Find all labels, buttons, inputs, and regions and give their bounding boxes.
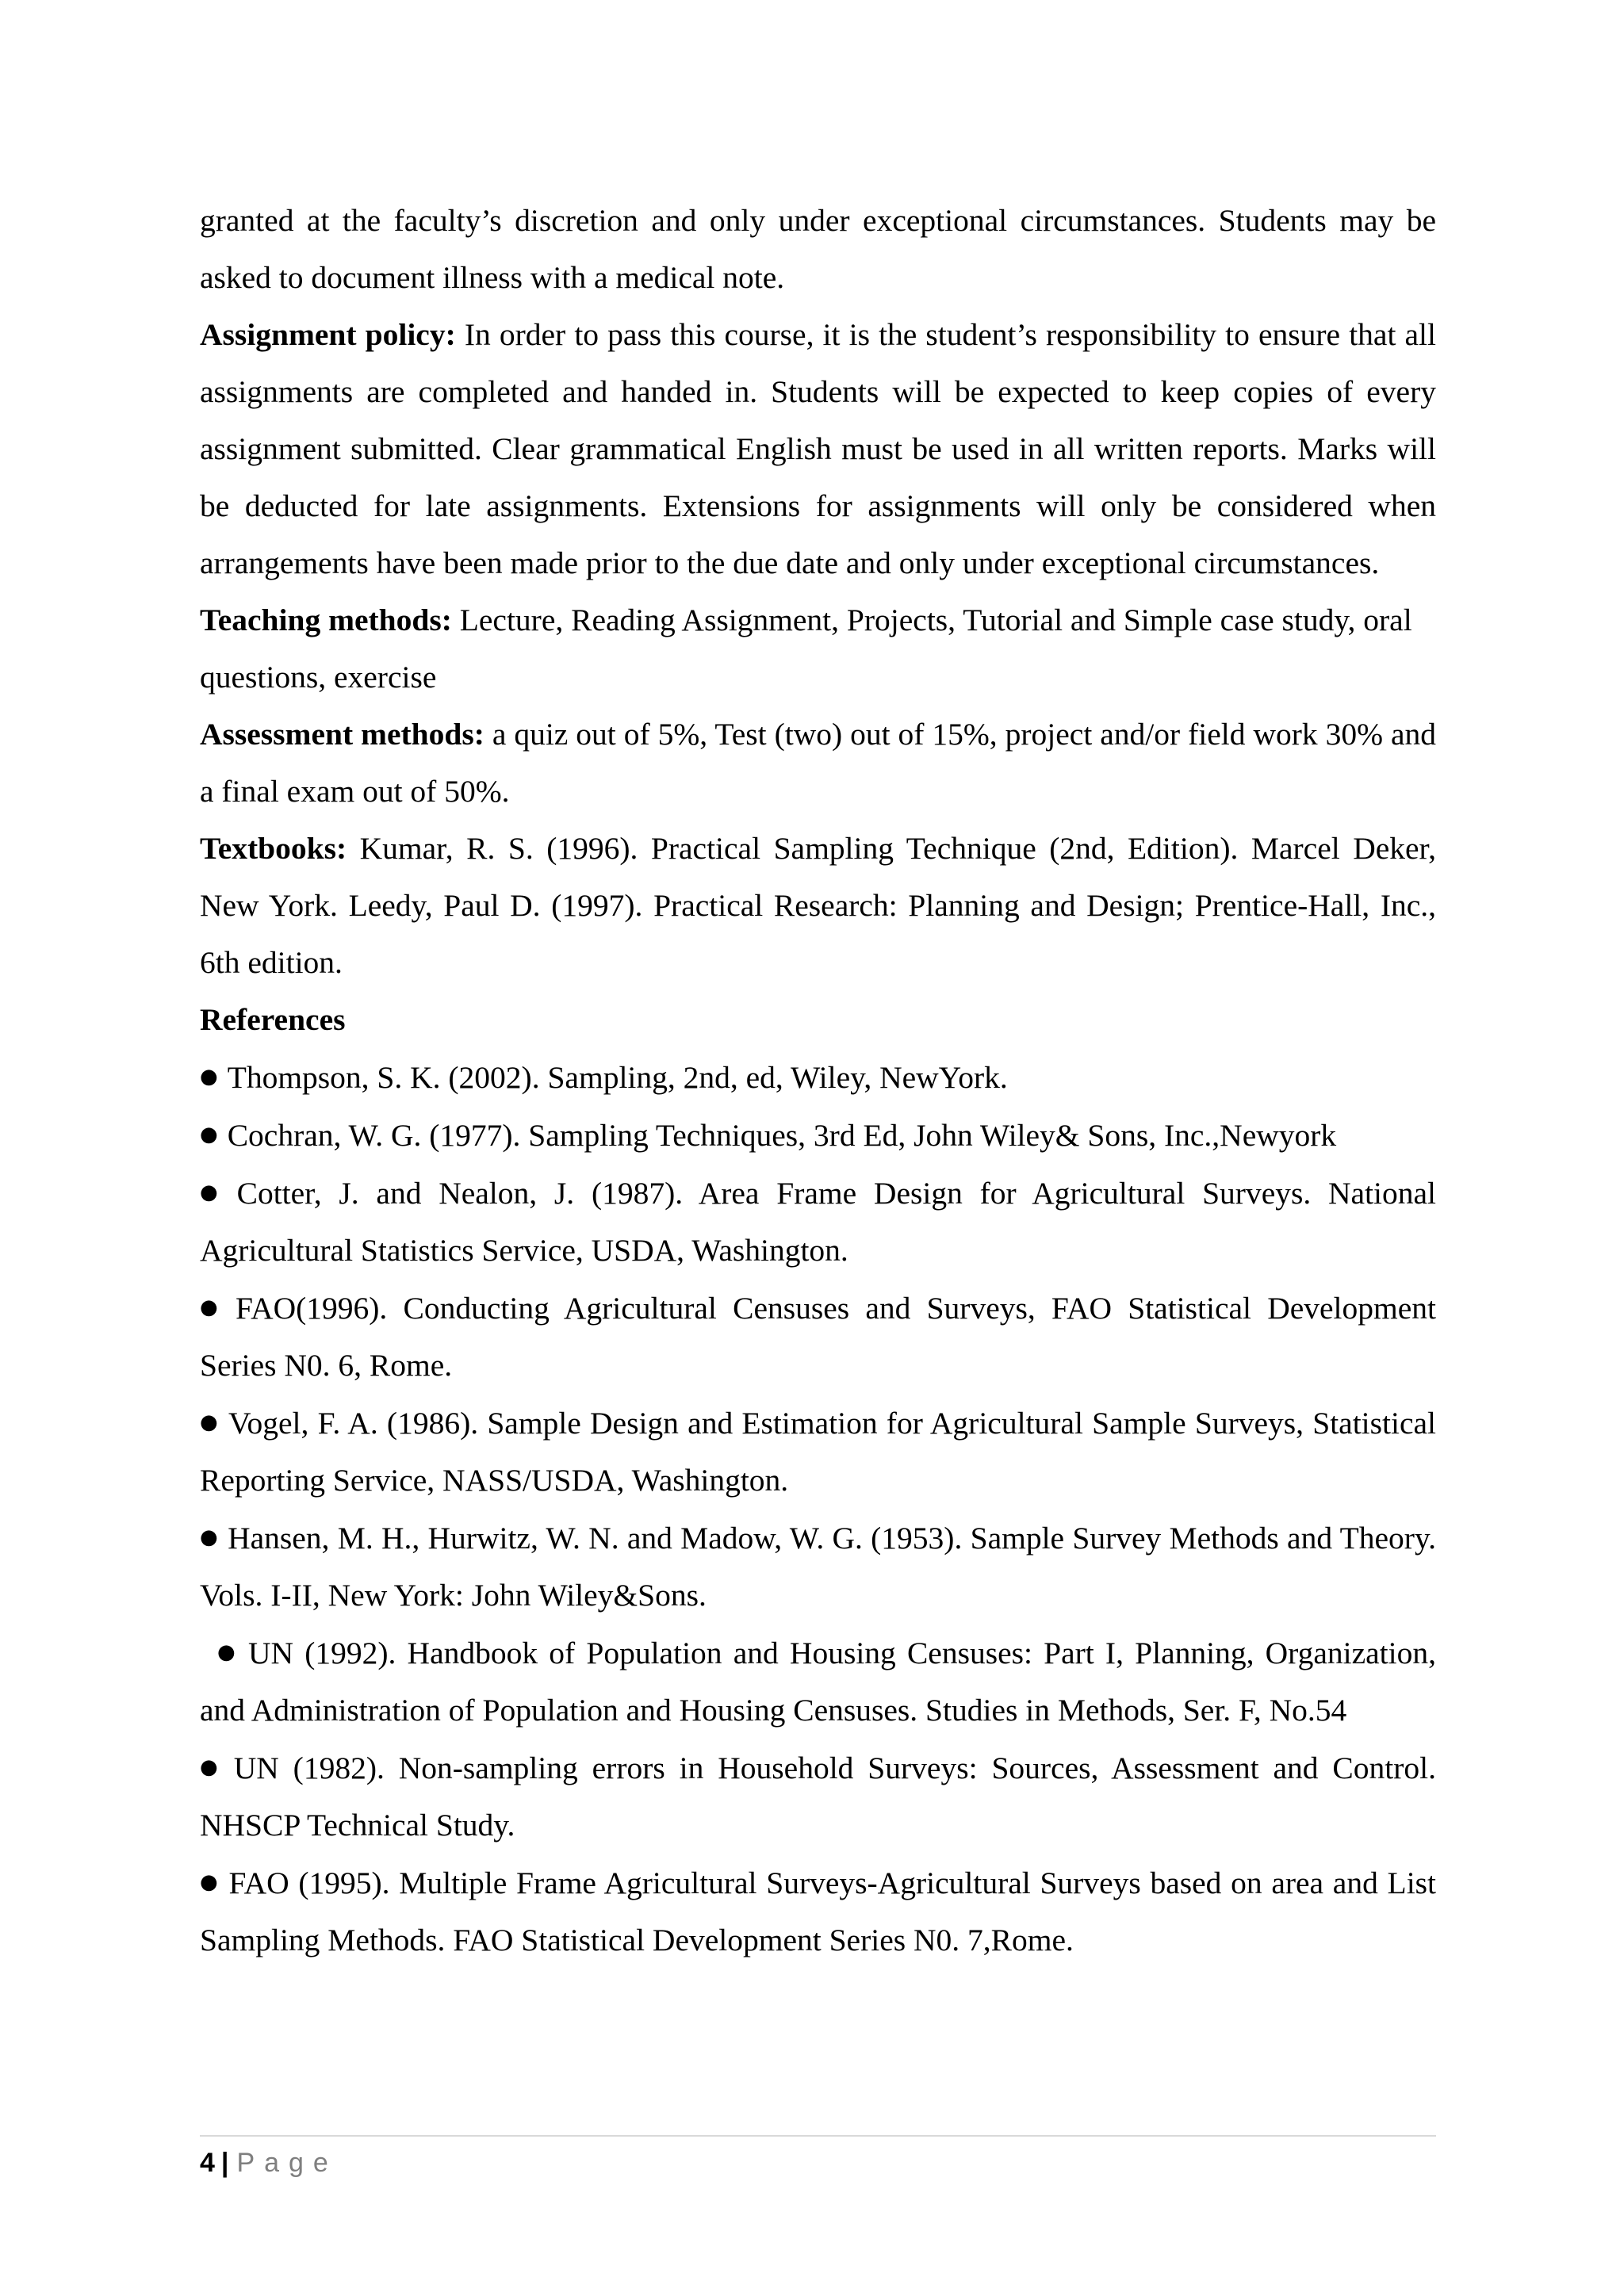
- footer-separator: |: [220, 2148, 229, 2178]
- footer-divider: [200, 2135, 1436, 2137]
- textbooks-paragraph: [200, 820, 1436, 991]
- reference-item: [200, 1854, 1436, 1969]
- assessment-methods-label: Assessment methods:: [200, 717, 485, 752]
- bullet-icon: ●: [200, 1870, 220, 1894]
- assignment-policy-paragraph: [200, 306, 1436, 591]
- assessment-methods-text: a quiz out of 5%, Test (two) out of 15%, project and/or field work 30% and a final exam out of 50%.: [200, 717, 1437, 809]
- references-heading: References: [200, 1002, 346, 1037]
- intro-paragraph: [200, 192, 1436, 306]
- bullet-icon: ●: [200, 1525, 219, 1549]
- bullet-icon: ●: [200, 1295, 227, 1319]
- page-number: 4: [200, 2148, 215, 2178]
- reference-item: [200, 1509, 1436, 1624]
- page-label: Page: [236, 2148, 338, 2178]
- reference-item: [200, 1624, 1436, 1739]
- assessment-methods-paragraph: [200, 706, 1436, 820]
- reference-text: Hansen, M. H., Hurwitz, W. N. and Madow, W. G. (1953). Sample Survey Methods and Theory. Vols. I-II, New York: John Wiley&Sons.: [200, 1521, 1437, 1613]
- textbooks-text: Kumar, R. S. (1996). Practical Sampling Technique (2nd, Edition). Marcel Deker, New York. Leedy, Paul D. (1997). Practical Research: Planning and Design; Prentice-Hall, Inc., 6th edition.: [200, 831, 1437, 980]
- teaching-methods-text: Lecture, Reading Assignment, Projects, Tutorial and Simple case study, oral questions, exercise: [200, 603, 1412, 695]
- reference-item: [200, 1279, 1436, 1394]
- reference-text: UN (1982). Non-sampling errors in Household Surveys: Sources, Assessment and Control. NHSCP Technical Study.: [200, 1751, 1437, 1843]
- teaching-methods-paragraph: [200, 591, 1436, 706]
- bullet-icon: ●: [217, 1640, 239, 1664]
- reference-item: [200, 1739, 1436, 1854]
- reference-text: Thompson, S. K. (2002). Sampling, 2nd, ed, Wiley, NewYork.: [227, 1060, 1008, 1095]
- bullet-icon: ●: [200, 1065, 218, 1089]
- page-footer: [200, 2145, 338, 2180]
- teaching-methods-label: Teaching methods:: [200, 603, 452, 637]
- bullet-icon: ●: [200, 1123, 218, 1146]
- assignment-policy-text: In order to pass this course, it is the student’s responsibility to ensure that all assignments are completed and handed in. Students will be expected to keep copies of every assignment submitted. Clear grammatical English must be used in all written reports. Marks will be deducted for late assignments. Extensions for assignments will only be considered when arrangements have been made prior to the due date and only under exceptional circumstances.: [200, 317, 1437, 580]
- reference-text: UN (1992). Handbook of Population and Housing Censuses: Part I, Planning, Organization, and Administration of Population and Housing Censuses. Studies in Methods, Ser. F, No.54: [200, 1636, 1436, 1728]
- document-page: [200, 192, 1436, 1969]
- reference-text: Cotter, J. and Nealon, J. (1987). Area Frame Design for Agricultural Surveys. National Agricultural Statistics Service, USDA, Washington.: [200, 1176, 1437, 1268]
- reference-text: FAO(1996). Conducting Agricultural Censuses and Surveys, FAO Statistical Development Series N0. 6, Rome.: [200, 1291, 1437, 1383]
- reference-item: [200, 1048, 1436, 1106]
- assignment-policy-label: Assignment policy:: [200, 317, 456, 352]
- bullet-icon: ●: [200, 1755, 224, 1779]
- bullet-icon: ●: [200, 1181, 228, 1204]
- reference-text: Cochran, W. G. (1977). Sampling Techniques, 3rd Ed, John Wiley& Sons, Inc.,Newyork: [227, 1118, 1337, 1153]
- reference-item: [200, 1394, 1436, 1509]
- reference-item: [200, 1106, 1436, 1164]
- reference-item: [200, 1164, 1436, 1279]
- intro-text: granted at the faculty’s discretion and only under exceptional circumstances. Students may be asked to document illness with a medical note.: [200, 203, 1436, 295]
- reference-text: Vogel, F. A. (1986). Sample Design and Estimation for Agricultural Sample Surveys, Statistical Reporting Service, NASS/USDA, Washington.: [200, 1406, 1437, 1498]
- reference-text: FAO (1995). Multiple Frame Agricultural Surveys-Agricultural Surveys based on area and List Sampling Methods. FAO Statistical Development Series N0. 7,Rome.: [200, 1866, 1437, 1957]
- textbooks-label: Textbooks:: [200, 831, 347, 866]
- bullet-icon: ●: [200, 1410, 220, 1434]
